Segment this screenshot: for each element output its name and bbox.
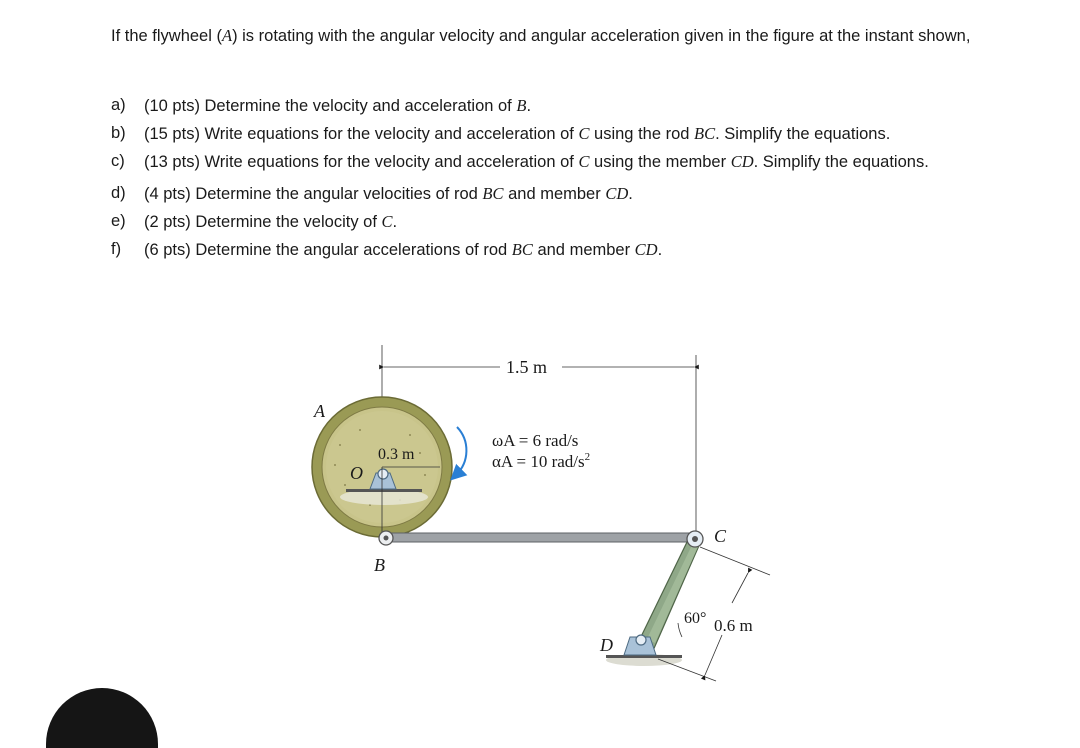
pin-B-center [384,536,389,541]
angle-label: 60° [684,610,707,627]
question-var: C [578,152,590,171]
question-text: (6 pts) Determine the angular accelerations of rod [144,241,512,259]
member-CD-highlight [647,545,698,643]
question-text: . [628,185,633,203]
radius-label: 0.3 m [378,446,415,463]
intro-var-A: A [221,26,233,45]
label-A: A [314,401,325,421]
question-text: (4 pts) Determine the angular velocities of rod [144,185,483,203]
question-e [111,208,1011,236]
question-var: CD [605,184,629,203]
label-D: D [600,635,613,655]
question-var: C [578,124,590,143]
intro-text: If the flywheel ( [111,27,222,45]
question-text: . Simplify the equations. [753,153,929,171]
dimension-cd-lower [705,635,722,675]
question-var: CD [634,240,658,259]
pin-O [378,469,388,479]
alpha-exponent: 2 [584,451,591,463]
alpha-label [492,451,590,471]
question-var: B [516,96,527,115]
question-label: b) [111,124,126,142]
pin-D [636,635,646,645]
question-text: . [526,97,532,115]
question-text: . [392,213,398,231]
question-text: and member [503,185,606,203]
corner-shape [46,688,158,748]
question-var: C [381,212,393,231]
question-label: d) [111,184,126,202]
question-label: c) [111,152,125,170]
rod-BC [384,533,694,542]
extension-C [700,547,770,575]
mechanism-figure [300,335,800,695]
label-C: C [714,526,727,546]
question-list [111,92,1011,264]
alpha-text: αA = 10 rad/s [492,452,585,471]
omega-label: ωA = 6 rad/s [492,431,579,450]
question-text: using the member [589,153,731,171]
question-var: CD [730,152,754,171]
question-d [111,180,1011,208]
question-text: (10 pts) Determine the velocity and acceleration of [144,97,517,115]
rotation-arrow [456,427,466,475]
question-a [111,92,1011,120]
question-text: (13 pts) Write equations for the velocity and acceleration of [144,153,579,171]
question-var: BC [482,184,504,203]
dimension-label-1-5m: 1.5 m [506,357,548,377]
intro-text-end: ) is rotating with the angular velocity and angular acceleration given in the figure at the instant shown, [232,27,971,45]
question-text: and member [532,241,635,259]
question-label: f) [111,240,122,258]
question-text: . Simplify the equations. [715,125,891,143]
question-text: using the rod [589,125,695,143]
question-text: (15 pts) Write equations for the velocity and acceleration of [144,125,579,143]
question-text: (2 pts) Determine the velocity of [144,213,382,231]
question-var: BC [694,124,716,143]
question-label: a) [111,96,126,114]
label-O: O [350,463,363,483]
question-label: e) [111,212,126,230]
question-var: BC [511,240,533,259]
dimension-label-0-6m: 0.6 m [714,616,753,635]
pin-C-center [692,536,698,542]
question-b [111,120,1011,148]
question-f [111,236,1011,264]
angle-arc [678,623,682,637]
label-B: B [374,555,385,575]
dimension-cd-upper [732,573,748,603]
question-text: . [657,241,663,259]
problem-intro [111,22,1011,50]
question-c [111,148,1011,176]
